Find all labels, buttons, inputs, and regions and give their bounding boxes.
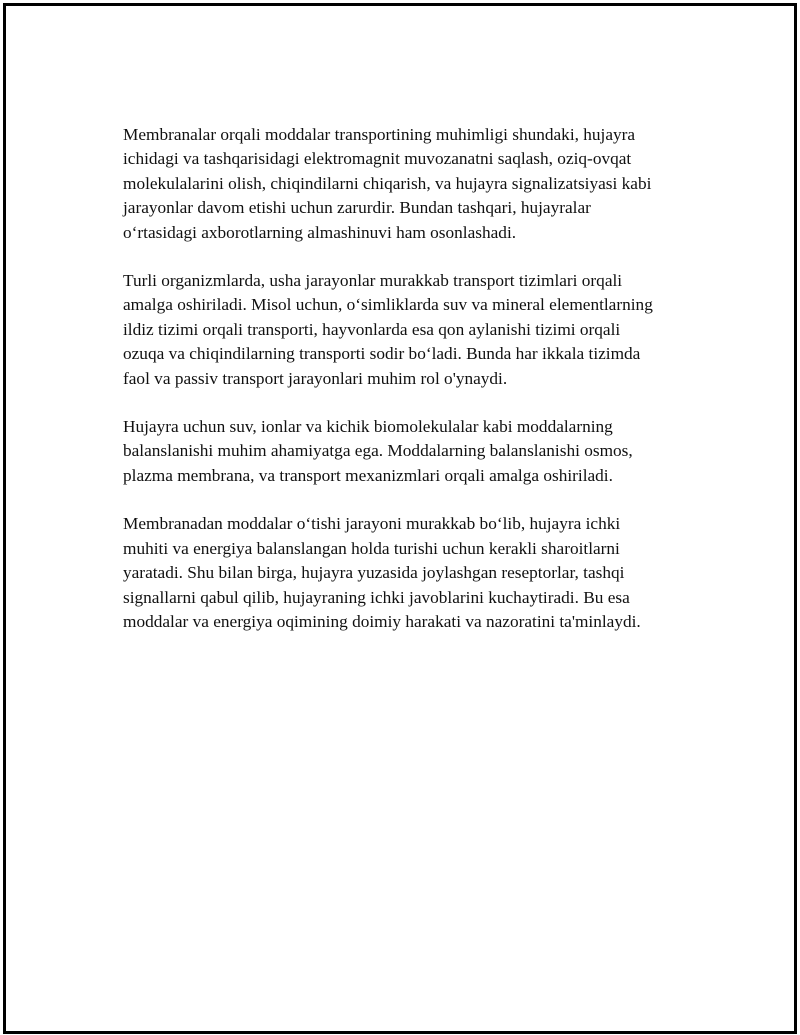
paragraph-3: Hujayra uchun suv, ionlar va kichik biomolekulalar kabi moddalarning balanslanishi muhim ahamiyatga ega. Moddalarning balanslanishi osmos, plazma membrana, va transport mexanizmlari orqali amalga oshiriladi.: [123, 417, 633, 485]
paragraph-1: Membranalar orqali moddalar transportining muhimligi shundaki, hujayra ichidagi va tashqarisidagi elektromagnit muvozanatni saqlash, oziq-ovqat molekulalarini olish, chiqindilarni chiqarish, va hujayra signalizatsiyasi kabi jarayonlar davom etishi uchun zarurdir. Bundan tashqari, hujayralar oʻrtasidagi axborotlarning almashinuvi ham osonlashadi.: [123, 125, 652, 242]
paragraph-2: Turli organizmlarda, usha jarayonlar murakkab transport tizimlari orqali amalga oshiriladi. Misol uchun, oʻsimliklarda suv va mineral elementlarning ildiz tizimi orqali transporti, hayvonlarda esa qon aylanishi tizimi orqali ozuqa va chiqindilarning transporti sodir boʻladi. Bunda har ikkala tizimda faol va passiv transport jarayonlari muhim rol o'ynaydi.: [123, 271, 653, 388]
paragraph-4: Membranadan moddalar oʻtishi jarayoni murakkab boʻlib, hujayra ichki muhiti va energiya balanslangan holda turishi uchun kerakli sharoitlarni yaratadi. Shu bilan birga, hujayra yuzasida joylashgan reseptorlar, tashqi signallarni qabul qilib, hujayraning ichki javoblarini kuchaytiradi. Bu esa moddalar va energiya oqimining doimiy harakati va nazoratini ta'minlaydi.: [123, 514, 641, 631]
page-frame: [3, 3, 797, 1034]
document-body: [123, 123, 703, 658]
